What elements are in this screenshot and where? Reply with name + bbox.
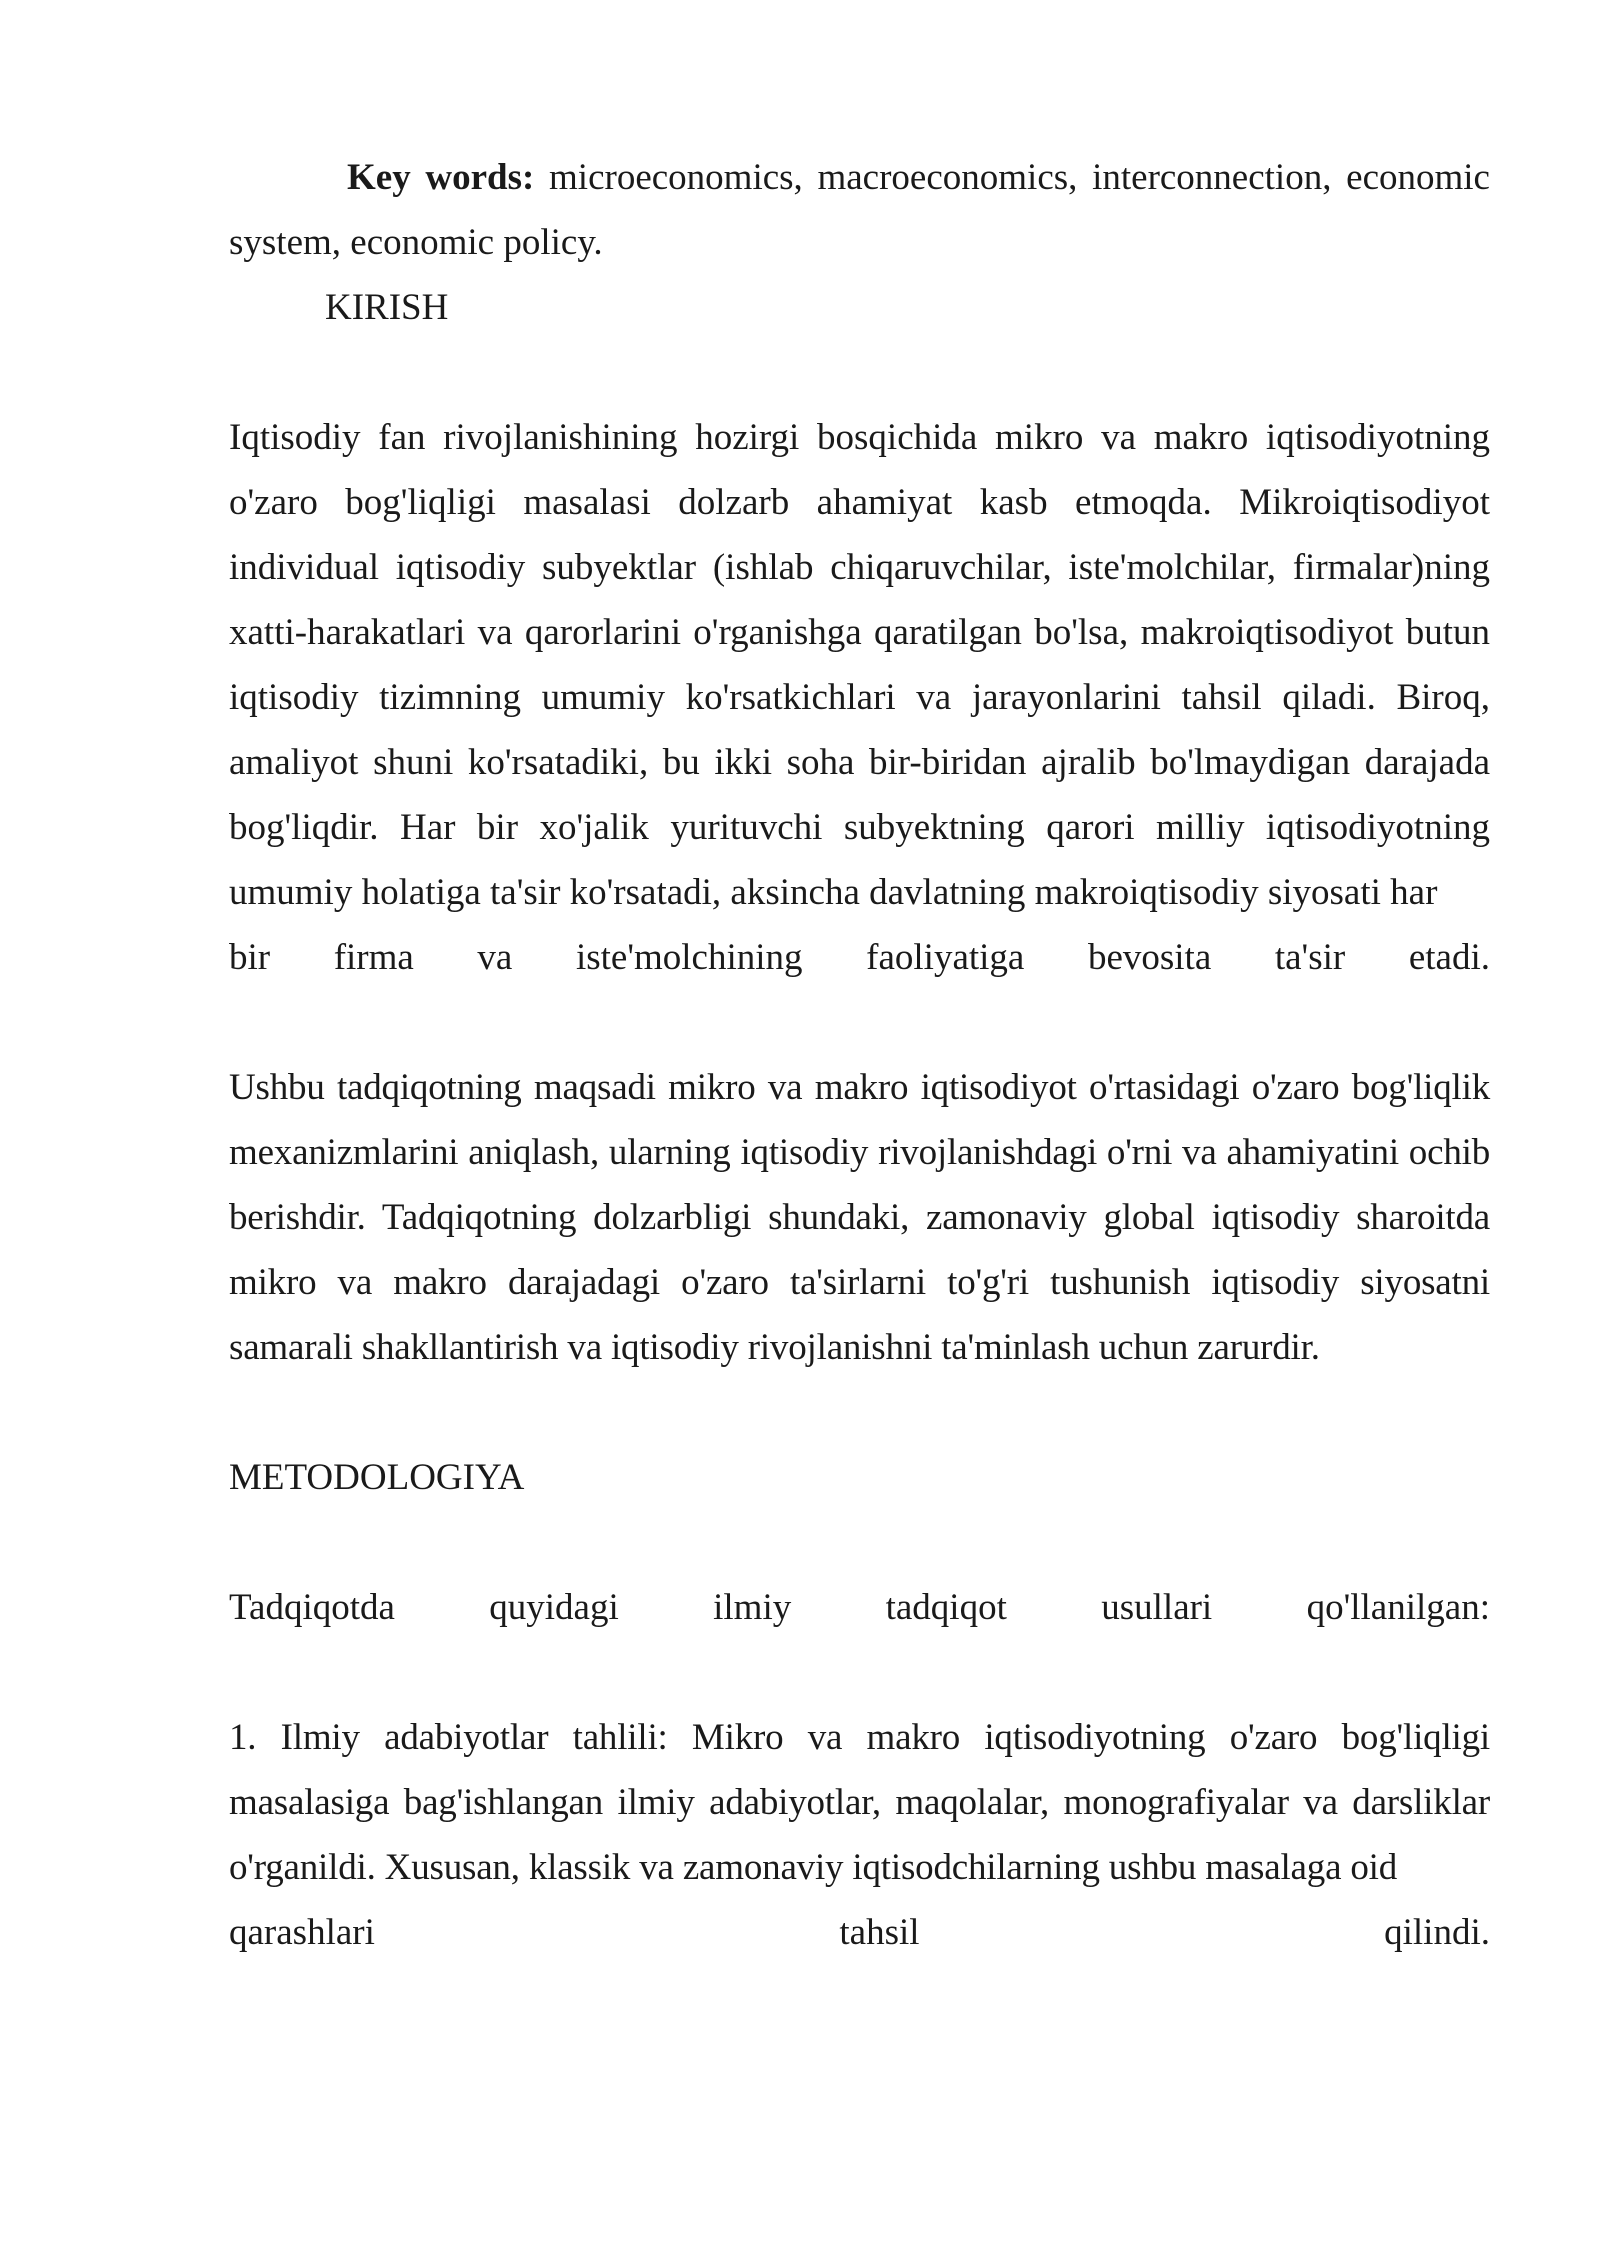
word: tadqiqot [885, 1587, 1007, 1628]
method-1-last-line [229, 1900, 1490, 1965]
intro-paragraph-2: Ushbu tadqiqotning maqsadi mikro va makro iqtisodiyot o'rtasidagi o'zaro bog'liqlik mexanizmlarini aniqlash, ularning iqtisodiy rivojlanishdagi o'rni va ahamiyatini ochib berishdir. Tadqiqotning dolzarbligi shundaki, zamonaviy global iqtisodiy sharoitda mikro va makro darajadagi o'zaro ta'sirlarni to'g'ri tushunish iqtisodiy siyosatni samarali shakllantirish va iqtisodiy rivojlanishni ta'minlash uchun zarurdir. [229, 1067, 1490, 1368]
word: ilmiy [713, 1587, 792, 1628]
spacer [229, 990, 1490, 1055]
word: firma [333, 937, 414, 978]
word: bir [229, 937, 271, 978]
keywords-paragraph [229, 145, 1490, 275]
document-page [229, 145, 1490, 1965]
word: bevosita [1087, 937, 1212, 978]
word: qo'llanilgan: [1306, 1587, 1490, 1628]
keywords-text: microeconomics, macroeconomics, interconnection, economic system, economic policy. [229, 157, 1490, 263]
spacer [229, 1380, 1490, 1445]
method-1-paragraph: 1. Ilmiy adabiyotlar tahlili: Mikro va makro iqtisodiyotning o'zaro bog'liqligi masalasiga bag'ishlangan ilmiy adabiyotlar, maqolalar, monografiyalar va darsliklar o'rganildi. Xususan, klassik va zamonaviy iqtisodchilarning ushbu masalaga oid [229, 1717, 1490, 1888]
keywords-label: Key words: [347, 157, 535, 198]
word: va [477, 937, 513, 978]
spacer [229, 1640, 1490, 1705]
word: etadi. [1408, 937, 1490, 978]
methodology-heading: METODOLOGIYA [229, 1457, 525, 1498]
spacer [229, 1510, 1490, 1575]
intro-heading: KIRISH [325, 287, 449, 328]
methods-intro-line [229, 1575, 1490, 1640]
word: tahsil [839, 1912, 920, 1953]
intro-paragraph-1-last-line [229, 925, 1490, 990]
word: ta'sir [1274, 937, 1346, 978]
word: qarashlari [229, 1912, 375, 1953]
word: usullari [1101, 1587, 1213, 1628]
word: Tadqiqotda [229, 1587, 395, 1628]
intro-paragraph-1: Iqtisodiy fan rivojlanishining hozirgi bosqichida mikro va makro iqtisodiyotning o'zaro bog'liqligi masalasi dolzarb ahamiyat kasb etmoqda. Mikroiqtisodiyot individual iqtisodiy subyektlar (ishlab chiqaruvchilar, iste'molchilar, firmalar)ning xatti-harakatlari va qarorlarini o'rganishga qaratilgan bo'lsa, makroiqtisodiyot butun iqtisodiy tizimning umumiy ko'rsatkichlari va jarayonlarini tahsil qiladi. Biroq, amaliyot shuni ko'rsatadiki, bu ikki soha bir-biridan ajralib bo'lmaydigan darajada bog'liqdir. Har bir xo'jalik yurituvchi subyektning qarori milliy iqtisodiyotning umumiy holatiga ta'sir ko'rsatadi, aksincha davlatning makroiqtisodiy siyosati har [229, 417, 1490, 913]
spacer [229, 340, 1490, 405]
word: faoliyatiga [866, 937, 1025, 978]
word: iste'molchining [575, 937, 803, 978]
word: quyidagi [489, 1587, 619, 1628]
word: qilindi. [1384, 1912, 1490, 1953]
